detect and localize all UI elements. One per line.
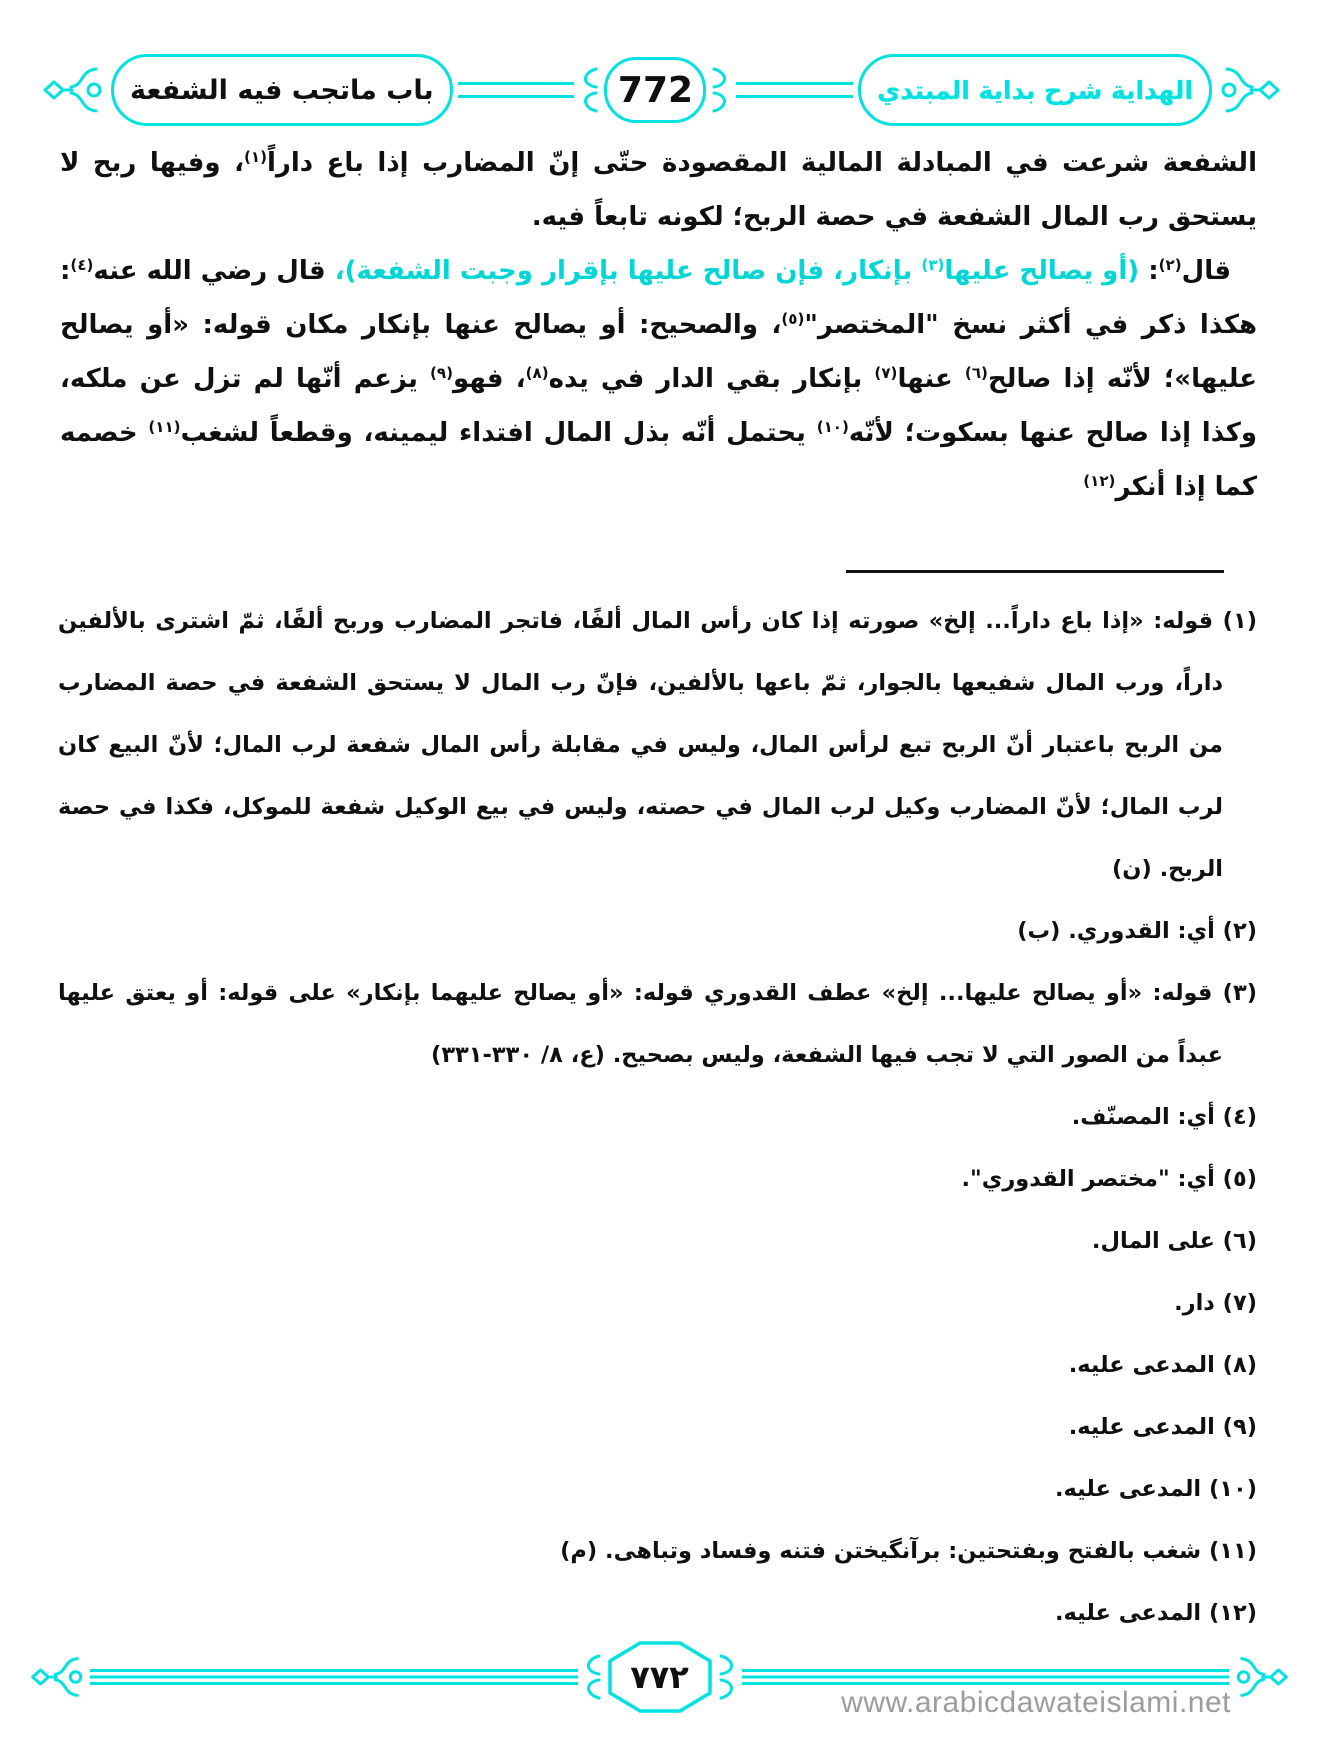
header-finial-left-icon: [42, 62, 106, 118]
qala-prefix: قال$^{(٢)}$:: [1139, 255, 1232, 286]
footer-finial-right-icon: [1233, 1652, 1289, 1702]
watermark: www.arabicdawateislami.net: [841, 1686, 1231, 1719]
page-number-badge: [604, 57, 706, 123]
footnote-12: (١٢) المدعى عليه.: [1054, 1600, 1257, 1626]
footnote-1: (١) قوله: «إذا باع داراً... إلخ» صورته إذا كان رأس المال ألفًا، فاتجر المضارب وربح ألفًا، ثمّ اشترى بالألفين داراً، ورب المال شفيعها بالجوار، ثمّ باعها بالألفين، فإنّ رب المال لا يستحق الشفعة في حصة المضارب من الربح باعتبار أنّ الربح تبع لرأس المال، وليس في مقابلة رأس المال شفعة لرب المال؛ لأنّ البيع كان لرب المال؛ لأنّ المضارب وكيل لرب المال في حصته، وليس في بيع الوكيل شفعة للموكل، فكذا في حصة الربح. (ن): [58, 608, 1257, 882]
chapter-title: باب ماتجب فيه الشفعة: [130, 74, 434, 106]
footnote-11: (١١) شغب بالفتح وبفتحتين: برآنگيختن فتنه وفساد وتباهى. (م): [560, 1538, 1257, 1564]
footer-rule-left: [90, 1669, 578, 1685]
intro-paragraph: الشفعة شرعت في المبادلة المالية المقصودة حتّى إنّ المضارب إذا باع داراً$^{(١)}$، وفيها ربح لا يستحق رب المال الشفعة في حصة الربح؛ لكونه تابعاً فيه.: [60, 147, 1257, 232]
footnote-2: (٢) أي: القدوري. (ب): [1017, 918, 1257, 944]
footer-page-number-badge: [606, 1639, 714, 1715]
chapter-title-cartouche: [111, 54, 453, 126]
footnote-4: (٤) أي: المصنّف.: [1071, 1104, 1257, 1130]
footnote-10: (١٠) المدعى عليه.: [1054, 1476, 1257, 1502]
main-text: [60, 136, 1257, 514]
header-finial-right-icon: [1217, 62, 1281, 118]
matn-highlight: (أو يصالح عليها$^{(٣)}$ بإنكار، فإن صالح عليها بإقرار وجبت الشفعة)،: [325, 255, 1140, 286]
bracket-ornament-icon: [718, 1650, 738, 1704]
footer-finial-left-icon: [30, 1652, 86, 1702]
footnote-8: (٨) المدعى عليه.: [1068, 1352, 1257, 1378]
footnote-9: (٩) المدعى عليه.: [1068, 1414, 1257, 1440]
footnote-separator: [846, 570, 1224, 573]
header-rule-right: [736, 82, 853, 98]
bracket-ornament-icon: [579, 63, 599, 117]
footnote-5: (٥) أي: "مختصر القدوري".: [961, 1166, 1257, 1192]
page-header: [42, 44, 1281, 136]
page-number: 772: [617, 69, 694, 111]
footer-page-number: ٧٧٢: [630, 1658, 689, 1696]
bracket-ornament-icon: [582, 1650, 602, 1704]
bracket-ornament-icon: [711, 63, 731, 117]
footnote-3: (٣) قوله: «أو يصالح عليها... إلخ» عطف القدوري قوله: «أو يصالح عليهما بإنكار» على قوله: أو يعتق عليها عبداً من الصور التي لا تجب فيها الشفعة، وليس بصحيح. (ع، ٨/ ٣٣٠-٣٣١): [58, 980, 1257, 1068]
footnote-7: (٧) دار.: [1174, 1290, 1257, 1316]
footnotes-section: [58, 590, 1257, 1644]
header-rule-left: [458, 82, 575, 98]
qala-paragraph: [60, 244, 1257, 514]
book-title: الهداية شرح بداية المبتدي: [877, 75, 1194, 105]
book-title-cartouche: [858, 54, 1212, 126]
commentary-text: قال رضي الله عنه$^{(٤)}$: هكذا ذكر في أكثر نسخ "المختصر"$^{(٥)}$، والصحيح: أو يصالح عنها بإنكار مكان قوله: «أو يصالح عليها»؛ لأنّه إذا صالح$^{(٦)}$ عنها$^{(٧)}$ بإنكار بقي الدار في يده$^{(٨)}$، فهو$^{(٩)}$ يزعم أنّها لم تزل عن ملكه، وكذا إذا صالح عنها بسكوت؛ لأنّه$^{(١٠)}$ يحتمل أنّه بذل المال افتداء ليمينه، وقطعاً لشغب$^{(١١)}$ خصمه كما إذا أنكر$^{(١٢)}$: [60, 255, 1258, 502]
footnote-6: (٦) على المال.: [1091, 1228, 1257, 1254]
footer-rule-right: [742, 1669, 1230, 1685]
